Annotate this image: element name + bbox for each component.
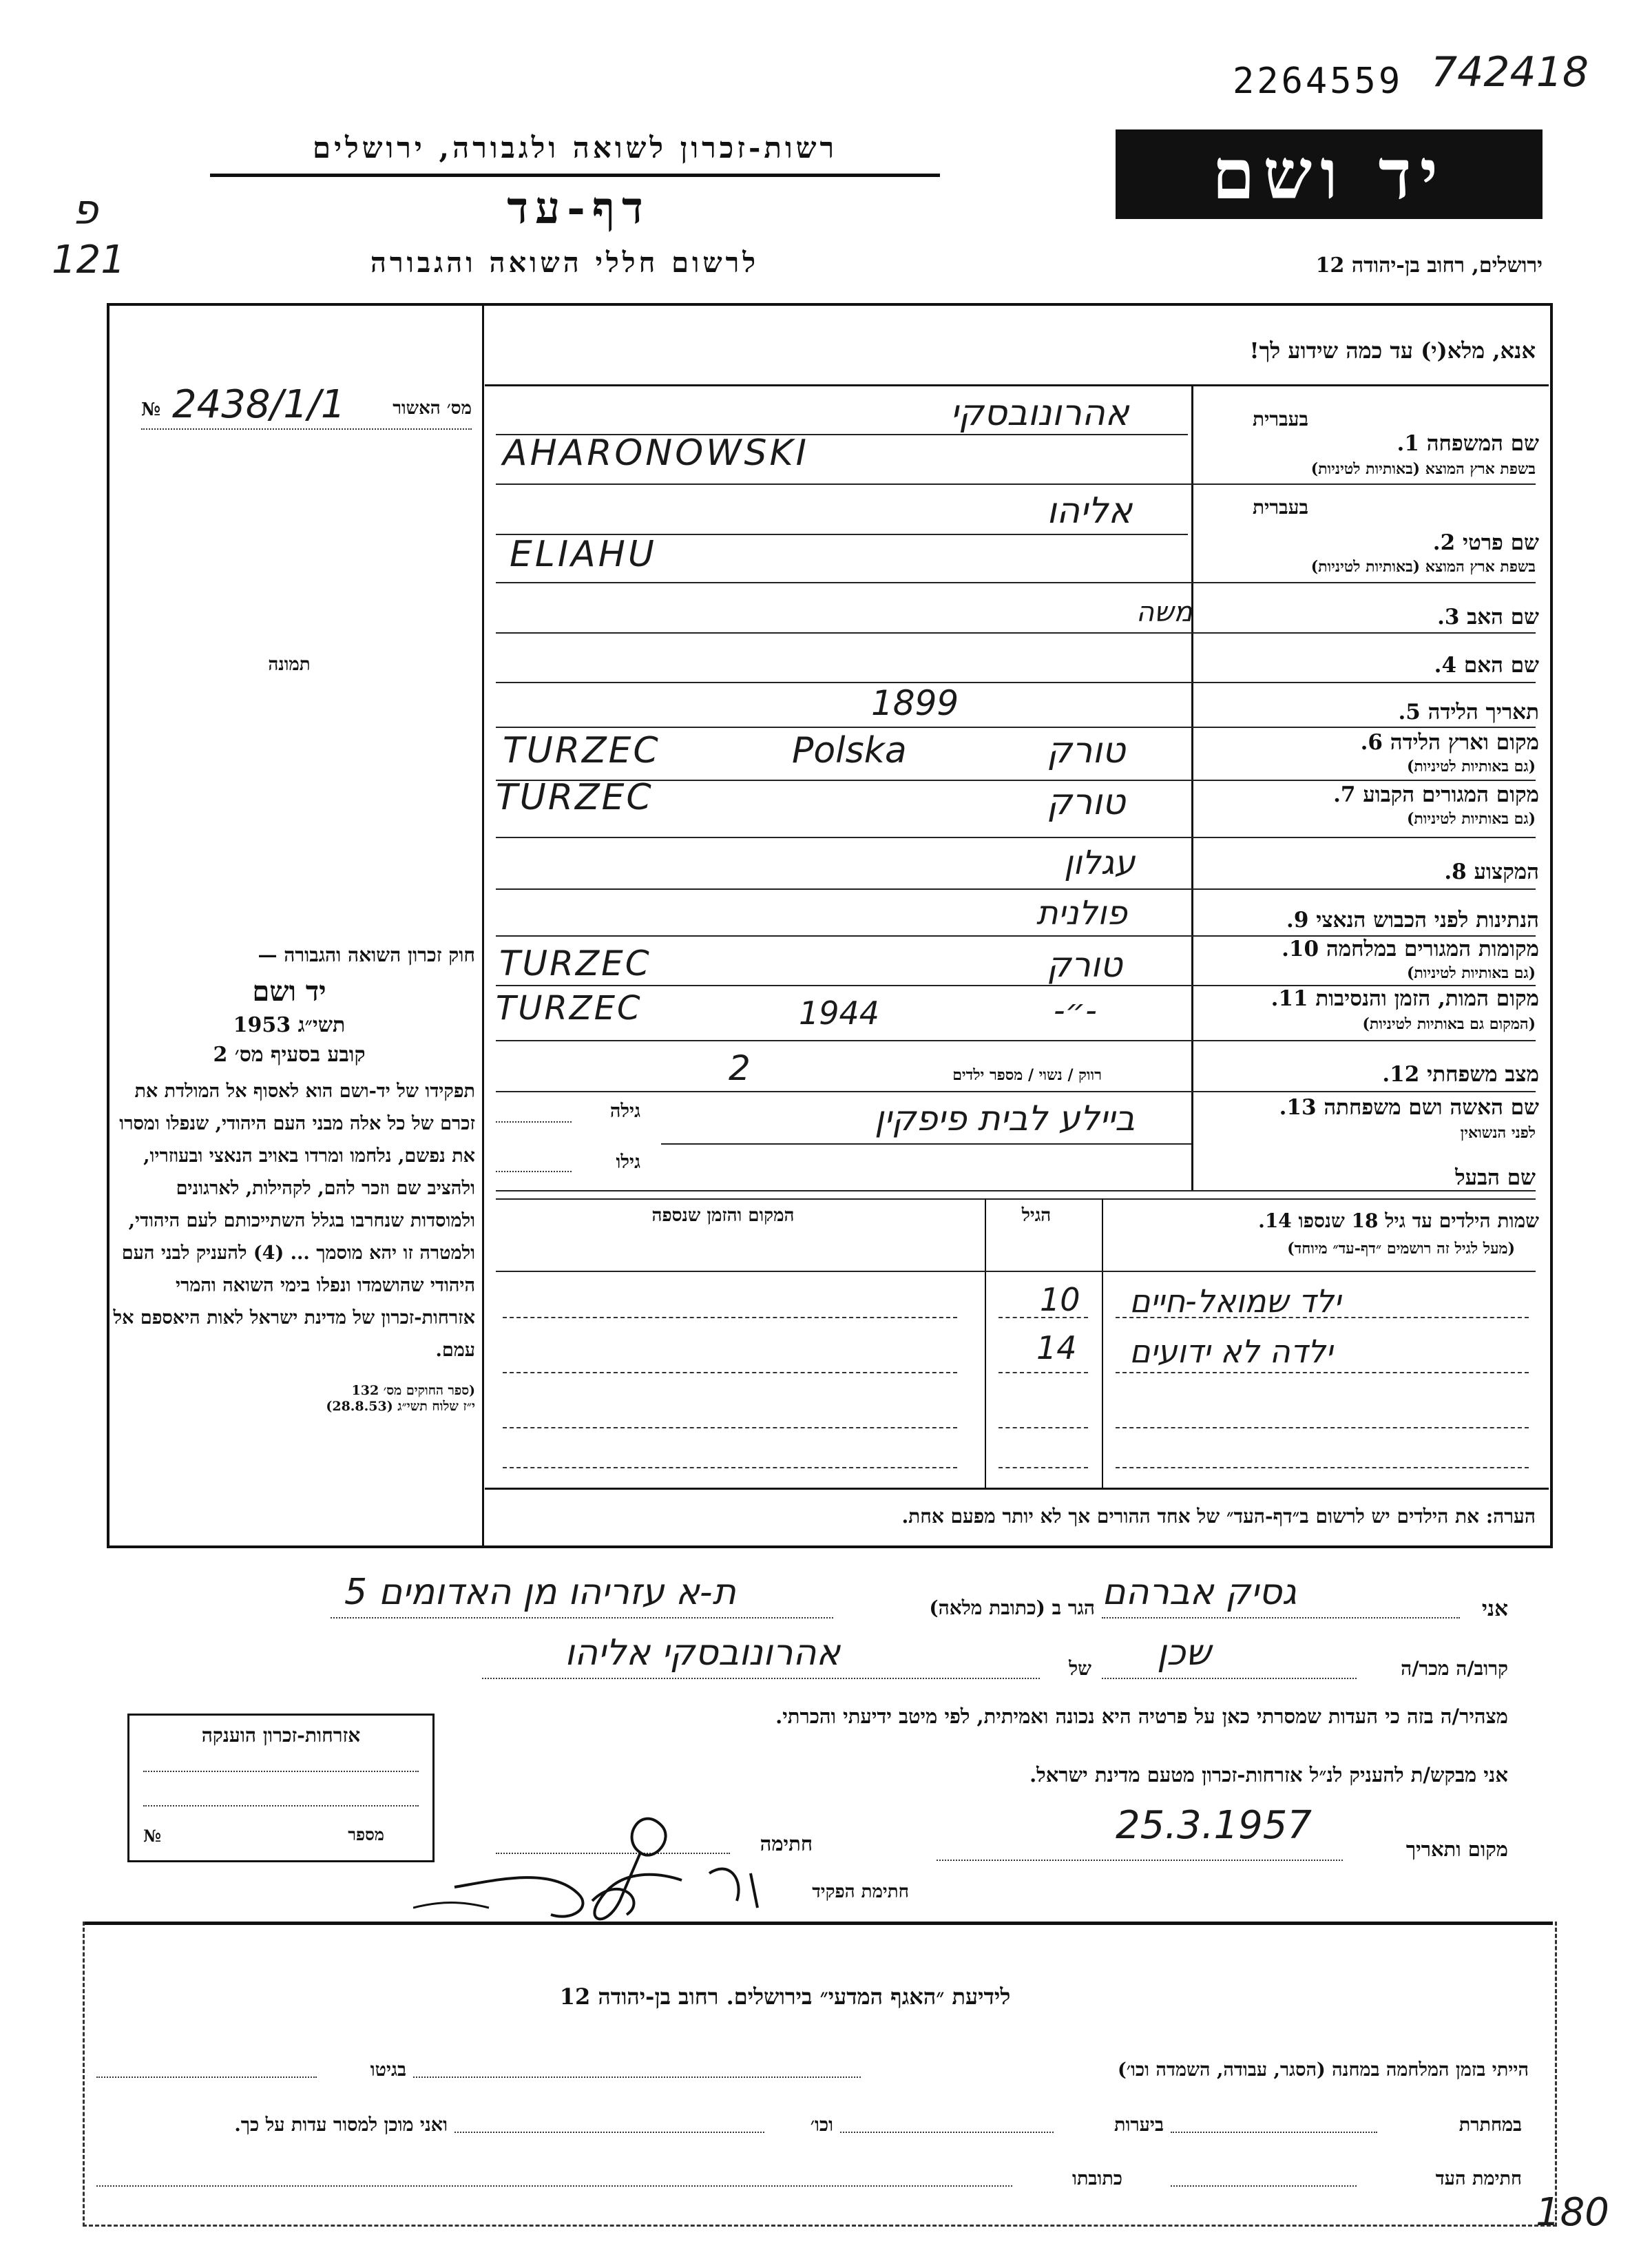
field-8-label-text: המקצוע bbox=[1474, 860, 1539, 884]
witness-signature-label: חתימת העד bbox=[1435, 2168, 1522, 2189]
field-11-label-text: מקום המות, הזמן והנסיבות bbox=[1315, 986, 1539, 1011]
etc-label: וכו׳ bbox=[810, 2114, 833, 2136]
law-name: יד ושם bbox=[252, 975, 326, 1008]
wartime-residence-latin-value[interactable]: TURZEC bbox=[499, 944, 651, 983]
citizenship-title: אזרחות-זכרון הוענקה bbox=[201, 1724, 361, 1747]
given-name-latin-value[interactable]: ELIAHU bbox=[510, 534, 657, 575]
surname-latin-value[interactable]: AHARONOWSKI bbox=[503, 433, 809, 474]
statement-1: מצהיר/ה בזה כי העדות שמסרתי כאן על פרטיה היא נכונה ואמיתית, לפי מיטב ידיעתי והכרתי. bbox=[775, 1705, 1508, 1728]
field-10-num: 10. bbox=[1282, 937, 1319, 961]
note-rule-top bbox=[485, 1488, 1549, 1490]
rule bbox=[496, 1040, 1536, 1041]
field-2-lang-label: בעברית bbox=[1252, 496, 1308, 519]
law-footnote-1: (ספר החוקים מס׳ 132 bbox=[351, 1383, 475, 1398]
ghetto-label: בגיטו bbox=[370, 2059, 406, 2081]
rule bbox=[661, 1143, 1191, 1145]
form-title: דף-עד bbox=[507, 183, 650, 234]
witness-address-label: כתובתו bbox=[1072, 2168, 1122, 2189]
citizenship-box bbox=[127, 1714, 435, 1862]
birth-date-value[interactable]: 1899 bbox=[871, 683, 959, 723]
resident-label: הגר ב (כתובת מלאה) bbox=[929, 1596, 1095, 1619]
ghetto-rule bbox=[96, 2076, 317, 2078]
row-rule bbox=[998, 1427, 1088, 1428]
place-date-value[interactable]: 25.3.1957 bbox=[1116, 1803, 1313, 1848]
handwritten-reference: 742418 bbox=[1431, 48, 1589, 96]
field-12-num: 12. bbox=[1382, 1062, 1420, 1087]
ready-to-testify-label: ואני מוכן למסור עדות על כך. bbox=[234, 2114, 448, 2136]
field-8-label bbox=[1198, 860, 1539, 884]
field-11-num: 11. bbox=[1271, 986, 1308, 1011]
row-rule bbox=[1116, 1317, 1529, 1318]
birth-place-hebrew-value[interactable]: טורק bbox=[1047, 730, 1126, 771]
field-2-label-text: שם פרטי bbox=[1462, 530, 1539, 555]
rule bbox=[496, 632, 1536, 634]
instruction-text: אנא, מלא(י) עד כמה שידוע לך! bbox=[1249, 337, 1536, 364]
citizenship-rule-2 bbox=[143, 1805, 419, 1807]
of-label: של bbox=[1069, 1657, 1091, 1680]
place-date-label: מקום ותאריך bbox=[1405, 1838, 1508, 1861]
serial-number: 2264559 bbox=[1233, 61, 1403, 102]
field-10-label-text: מקומות המגורים במלחמה bbox=[1326, 937, 1539, 961]
witness-address-rule bbox=[96, 2185, 1012, 2187]
child-age-2[interactable]: 14 bbox=[1036, 1329, 1077, 1366]
field-5-label bbox=[1198, 700, 1539, 725]
ani-label: אני bbox=[1481, 1596, 1508, 1621]
address: ירושלים, רחוב בן-יהודה 12 bbox=[1315, 253, 1543, 278]
field-6-label-text: מקום וארץ הלידה bbox=[1390, 730, 1539, 755]
row-rule bbox=[1116, 1467, 1529, 1468]
wife-age-label: גילה bbox=[609, 1101, 640, 1122]
of-name-rule bbox=[482, 1678, 1040, 1679]
field-4-num: 4. bbox=[1434, 653, 1457, 678]
marital-children-value[interactable]: 2 bbox=[729, 1048, 751, 1088]
row-rule bbox=[503, 1427, 957, 1428]
field-13-num: 13. bbox=[1279, 1095, 1317, 1120]
death-year-value[interactable]: 1944 bbox=[799, 995, 880, 1032]
nationality-value[interactable]: פולנית bbox=[1036, 894, 1127, 933]
logo-text: יד ושם bbox=[1212, 134, 1446, 215]
field-7-label bbox=[1198, 782, 1539, 807]
row-rule bbox=[998, 1372, 1088, 1373]
child-age-1[interactable]: 10 bbox=[1040, 1281, 1080, 1318]
note-text: הערה: את הילדים יש לרשום ב״דף-העד״ של אחד ההורים אך לא יותר מפעם אחת. bbox=[901, 1505, 1536, 1528]
field-10-label bbox=[1198, 937, 1539, 961]
margin-note-top: פ bbox=[72, 186, 98, 234]
marital-options: רווק / נשוי / מספר ילדים bbox=[952, 1066, 1102, 1084]
approval-rule bbox=[141, 428, 472, 430]
field-7-sublabel: (גם באותיות לטיניות) bbox=[1406, 810, 1536, 828]
children-place-header: המקום והזמן שנספה bbox=[651, 1205, 795, 1226]
field-4-label bbox=[1198, 653, 1539, 678]
deceased-name-value[interactable]: אהרונובסקי אליהו bbox=[565, 1632, 841, 1674]
witness-signature-rule bbox=[1171, 2185, 1357, 2187]
field-14-label bbox=[1109, 1209, 1539, 1233]
field-10-sublabel: (גם באותיות לטיניות) bbox=[1406, 964, 1536, 982]
law-clause: קובע בסעיף מס׳ 2 bbox=[213, 1043, 366, 1067]
rule bbox=[496, 1198, 1536, 1200]
field-2-num: 2. bbox=[1432, 530, 1456, 555]
husband-label: שם הבעל bbox=[1455, 1165, 1536, 1190]
wartime-residence-hebrew-value[interactable]: טורק bbox=[1047, 945, 1122, 985]
given-name-hebrew-value[interactable]: אליהו bbox=[1047, 490, 1133, 532]
citizenship-no-label: № bbox=[143, 1826, 162, 1846]
yad-vashem-logo bbox=[1116, 129, 1543, 219]
surname-hebrew-value[interactable]: אהרונובסקי bbox=[950, 393, 1129, 434]
father-name-value[interactable]: משה bbox=[1136, 596, 1193, 628]
instruction-rule bbox=[485, 384, 1549, 386]
law-column-divider bbox=[482, 306, 484, 1545]
signature-label: חתימה bbox=[760, 1832, 813, 1855]
address-rule bbox=[331, 1617, 833, 1618]
husband-age-label: גילו bbox=[616, 1152, 640, 1173]
label-column-divider bbox=[1191, 386, 1193, 1191]
underground-rule bbox=[1171, 2132, 1377, 2133]
field-8-num: 8. bbox=[1444, 860, 1467, 884]
law-box bbox=[103, 944, 475, 1543]
field-3-label bbox=[1198, 605, 1539, 629]
field-12-label bbox=[1198, 1062, 1539, 1087]
field-13-label-text: שם האשה ושם משפחתה bbox=[1324, 1095, 1539, 1120]
relation-label: קרוב/ה מכר/ה bbox=[1401, 1657, 1508, 1680]
approval-number-value: 2438/1/1 bbox=[172, 382, 346, 427]
row-rule bbox=[1116, 1427, 1529, 1428]
camp-label: הייתי בזמן המלחמה במחנה (הסגר, עבודה, השמדה וכו׳) bbox=[1118, 2059, 1529, 2081]
field-11-sublabel: (המקום גם באותיות לטיניות) bbox=[1362, 1015, 1536, 1033]
field-13-label bbox=[1198, 1095, 1539, 1120]
field-3-label-text: שם האב bbox=[1467, 605, 1539, 629]
approval-number-row bbox=[134, 382, 472, 434]
etc-rule bbox=[454, 2132, 764, 2133]
field-1-lang-label: בעברית bbox=[1252, 408, 1308, 430]
wife-age-rule bbox=[496, 1121, 572, 1123]
row-rule bbox=[503, 1317, 957, 1318]
field-9-num: 9. bbox=[1286, 908, 1309, 933]
citizenship-rule-1 bbox=[143, 1771, 419, 1772]
row-rule bbox=[998, 1467, 1088, 1468]
rule bbox=[496, 483, 1536, 485]
field-6-num: 6. bbox=[1360, 730, 1383, 755]
rule bbox=[496, 837, 1536, 838]
field-9-label bbox=[1198, 908, 1539, 933]
forests-label: ביערות bbox=[1113, 2114, 1164, 2136]
institution-line: רשות-זכרון לשואה ולגבורה, ירושלים bbox=[312, 131, 838, 165]
bottom-title: לידיעת ״האגף המדעי״ בירושלים. רחוב בן-יהודה 12 bbox=[559, 1984, 1011, 2010]
row-rule bbox=[503, 1467, 957, 1468]
field-9-label-text: הנתינות לפני הכבוש הנאצי bbox=[1316, 908, 1539, 933]
relation-value[interactable]: שכן bbox=[1157, 1632, 1211, 1674]
birth-place-latin-value[interactable]: TURZEC bbox=[503, 730, 660, 771]
official-signature-label: חתימת הפקיד bbox=[812, 1882, 909, 1902]
profession-value[interactable]: עגלון bbox=[1064, 844, 1136, 882]
rule bbox=[496, 1091, 1536, 1092]
child-name-2[interactable]: ילדה לא ידועים bbox=[1129, 1333, 1333, 1370]
witness-rule bbox=[1102, 1617, 1460, 1618]
law-footnote-2: י״ז שלוח תשי״ג (28.8.53) bbox=[326, 1399, 475, 1414]
rule bbox=[496, 727, 1536, 728]
rule bbox=[496, 1190, 1536, 1191]
row-rule bbox=[503, 1372, 957, 1373]
field-1-sublabel: בשפת ארץ המוצא (באותיות לטיניות) bbox=[1310, 460, 1536, 478]
law-text: תפקידו של יד-ושם הוא לאסוף אל המולדת את זכרם של כל אלה מבני העם היהודי, שנפלו ומסרו את נפשם, נלחמו ומרדו באויב הנאצי ובעוזריו, ולהציב שם וזכר להם, לקהילות, לארגונים ולמוסדות שנחרבו בגלל השתייכותם לעם היהודי, ולמטרה זו יהא מוסמך ... (4) להעניק לבני העם היהודי שהושמדו ונפלו בימי השואה והמרי אזרחות-זכרון של מדינת ישראל לאות היאספם אל עמם. bbox=[113, 1081, 475, 1361]
wife-name-value[interactable]: ביילע לבית פיפקין bbox=[875, 1099, 1136, 1138]
field-7-label-text: מקום המגורים הקבוע bbox=[1363, 782, 1539, 807]
witness-address-value[interactable]: ת-א עזריהו מן האדומים 5 bbox=[344, 1572, 736, 1613]
children-col-divider-1 bbox=[985, 1198, 986, 1488]
header-rule bbox=[210, 174, 940, 177]
law-year: תשי״ג 1953 bbox=[233, 1013, 346, 1037]
children-age-header: הגיל bbox=[1021, 1205, 1052, 1226]
field-13-sublabel: לפני הנשואין bbox=[1460, 1124, 1536, 1142]
field-1-num: 1. bbox=[1397, 431, 1419, 456]
page-note: 180 bbox=[1536, 2190, 1609, 2235]
field-2-sublabel: בשפת ארץ המוצא (באותיות לטיניות) bbox=[1310, 558, 1536, 576]
children-col-divider-2 bbox=[1102, 1198, 1103, 1488]
field-14-label-text: שמות הילדים עד גיל 18 שנספו bbox=[1298, 1209, 1539, 1232]
death-place-latin-value[interactable]: TURZEC bbox=[496, 989, 642, 1028]
field-2-label bbox=[1198, 530, 1539, 555]
child-name-1[interactable]: ילד שמואל-חיים bbox=[1129, 1282, 1341, 1320]
rule bbox=[496, 1271, 1536, 1272]
rule bbox=[496, 888, 1536, 890]
statement-2: אני מבקש/ת להעניק לנ״ל אזרחות-זכרון מטעם מדינת ישראל. bbox=[1029, 1763, 1508, 1787]
field-3-num: 3. bbox=[1437, 605, 1460, 629]
rule bbox=[496, 682, 1536, 683]
residence-latin-value[interactable]: TURZEC bbox=[496, 777, 654, 818]
witness-name-value[interactable]: גסיק אברהם bbox=[1102, 1572, 1297, 1613]
field-5-label-text: תאריך הלידה bbox=[1428, 700, 1539, 725]
rule bbox=[496, 582, 1536, 583]
row-rule bbox=[998, 1317, 1088, 1318]
field-12-label-text: מצב משפחתי bbox=[1427, 1062, 1539, 1087]
forests-rule bbox=[840, 2132, 1054, 2133]
field-4-label-text: שם האם bbox=[1463, 653, 1539, 678]
field-14-num: 14. bbox=[1258, 1209, 1292, 1232]
field-14-sublabel: (מעל לגיל זה רושמים ״דף-עד״ מיוחד) bbox=[1287, 1240, 1515, 1258]
law-title: חוק זכרון השואה והגבורה — bbox=[258, 944, 475, 966]
relation-rule bbox=[1102, 1678, 1357, 1679]
margin-note-bottom: 121 bbox=[52, 238, 125, 282]
underground-label: במחתרת bbox=[1458, 2114, 1522, 2136]
death-place-hebrew-value[interactable]: -״- bbox=[1054, 992, 1097, 1029]
approval-no-label: № bbox=[141, 399, 161, 420]
approval-label: מס׳ האשור bbox=[393, 398, 472, 419]
form-subtitle: לרשום חללי השואה והגבורה bbox=[370, 247, 760, 279]
field-1-label-text: שם המשפחה bbox=[1426, 431, 1539, 456]
photo-label: תמונה bbox=[268, 654, 311, 675]
field-1-label bbox=[1198, 431, 1539, 456]
birth-country-value[interactable]: Polska bbox=[792, 730, 907, 771]
field-7-num: 7. bbox=[1333, 782, 1356, 807]
field-5-num: 5. bbox=[1398, 700, 1421, 725]
residence-hebrew-value[interactable]: טורק bbox=[1047, 782, 1126, 823]
field-6-sublabel: (גם באותיות לטיניות) bbox=[1406, 758, 1536, 775]
camp-rule bbox=[413, 2076, 861, 2078]
field-6-label bbox=[1198, 730, 1539, 755]
place-date-rule bbox=[937, 1860, 1343, 1861]
field-11-label bbox=[1198, 986, 1539, 1011]
husband-age-rule bbox=[496, 1171, 572, 1172]
citizenship-number-label: מספר bbox=[348, 1824, 384, 1844]
row-rule bbox=[1116, 1372, 1529, 1373]
